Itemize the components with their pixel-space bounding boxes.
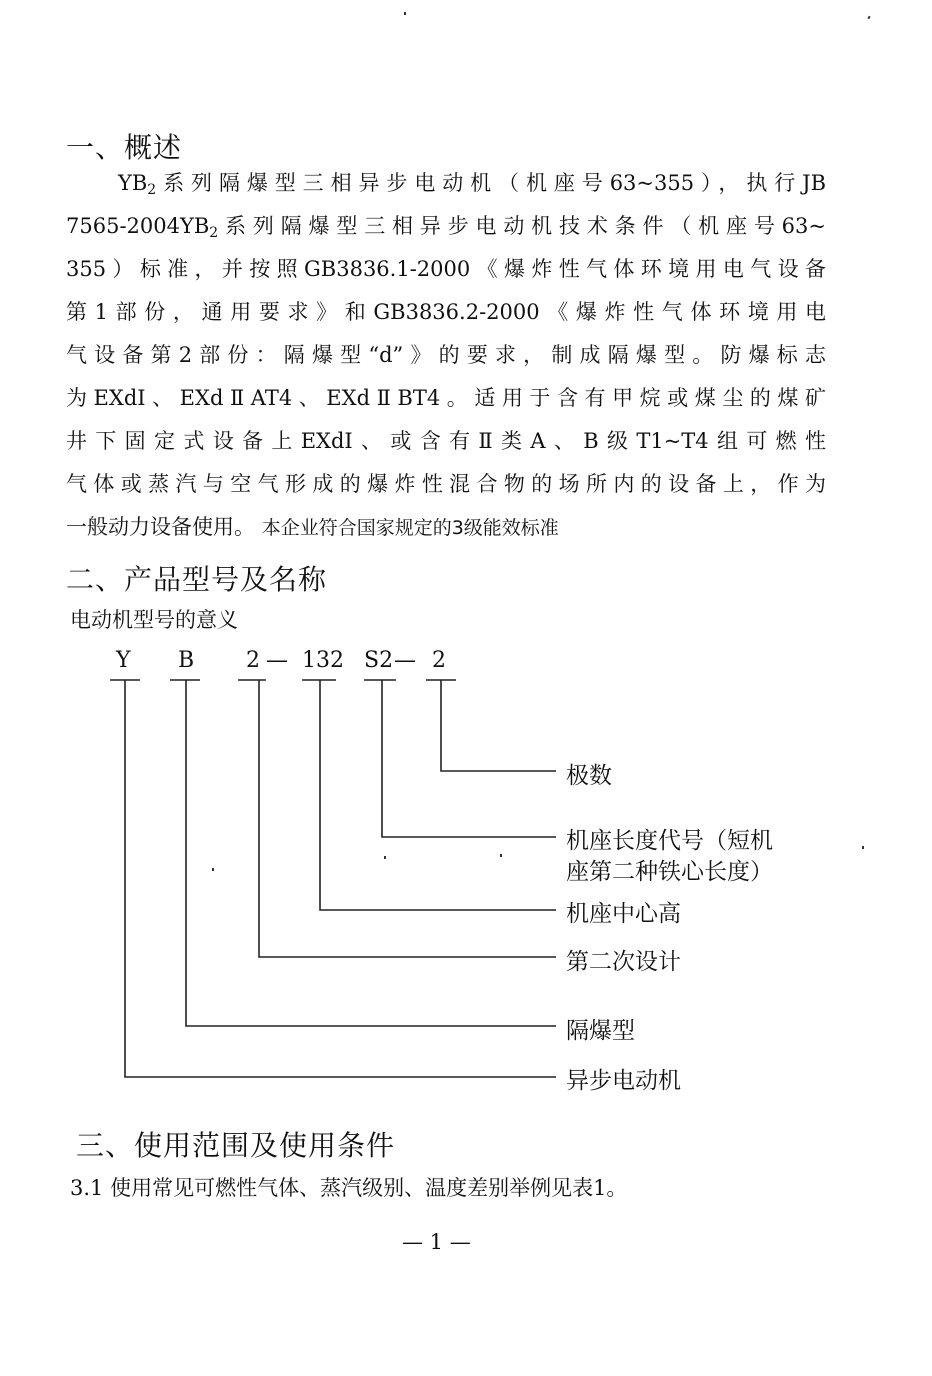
label-frame-length-1: 机座长度代号（短机 xyxy=(566,828,773,854)
line-1-part-a: YB xyxy=(118,171,148,195)
scan-speck xyxy=(212,868,214,871)
connector-frame-length xyxy=(382,680,556,837)
model-code-design: 2 xyxy=(246,648,260,673)
model-code-poles: 2 xyxy=(432,648,446,673)
scan-speck xyxy=(862,846,864,849)
connector-poles xyxy=(441,680,556,771)
scan-speck xyxy=(404,12,406,15)
scan-speck xyxy=(500,854,502,857)
page-number: — 1 — xyxy=(402,1230,471,1254)
label-async: 异步电动机 xyxy=(566,1068,681,1094)
label-poles: 极数 xyxy=(566,763,612,789)
line-1-part-b: 系列隔爆型三相异步电动机（机座号63~355），执行JB xyxy=(156,171,826,195)
model-code-y: Y xyxy=(116,648,131,673)
line-2-sub: 2 xyxy=(209,225,219,241)
body-line-6: 为EXdI、EXdⅡAT4、EXdⅡBT4。适用于含有甲烷或煤尘的煤矿 xyxy=(66,386,826,410)
section-3-1-text: 3.1 使用常见可燃性气体、蒸汽级别、温度差别举例见表1。 xyxy=(70,1176,628,1200)
line-1-sub: 2 xyxy=(147,182,157,198)
line-9-part-a: 一般动力设备使用。 xyxy=(66,515,255,539)
line-2-part-a: 7565-2004YB xyxy=(66,214,210,238)
connector-design xyxy=(259,680,556,957)
section-3-heading: 三、使用范围及使用条件 xyxy=(76,1129,396,1162)
model-code-height: 132 xyxy=(302,648,344,673)
label-flameproof: 隔爆型 xyxy=(566,1018,635,1044)
label-frame-length-2: 座第二种铁心长度） xyxy=(566,859,773,885)
body-line-3: 355）标准，并按照GB3836.1-2000《爆炸性气体环境用电气设备 xyxy=(66,257,826,281)
body-line-5: 气设备第2部份：隔爆型“d”》的要求，制成隔爆型。防爆标志 xyxy=(66,343,826,367)
connector-flameproof xyxy=(186,680,556,1026)
model-code-b: B xyxy=(178,648,195,673)
energy-standard-note: 本企业符合国家规定的3级能效标准 xyxy=(261,517,559,539)
line-2-part-b: 系列隔爆型三相异步电动机技术条件（机座号63~ xyxy=(218,214,826,238)
model-code-dash-2: — xyxy=(394,648,416,673)
section-1-heading: 一、概述 xyxy=(66,131,183,164)
model-code-frame-length: S2 xyxy=(364,648,394,673)
label-center-height: 机座中心高 xyxy=(566,901,681,927)
model-code-dash-1: — xyxy=(266,648,288,673)
connector-center-height xyxy=(320,680,556,910)
model-meaning-subheading: 电动机型号的意义 xyxy=(70,608,238,632)
scan-speck xyxy=(384,856,386,859)
body-line-8: 气体或蒸汽与空气形成的爆炸性混合物的场所内的设备上，作为 xyxy=(66,472,826,496)
section-2-heading: 二、产品型号及名称 xyxy=(66,563,328,596)
label-design: 第二次设计 xyxy=(566,949,681,975)
connector-async xyxy=(125,680,556,1077)
body-line-7: 井下固定式设备上EXdI、或含有Ⅱ类A、B级T1~T4组可燃性 xyxy=(66,429,826,453)
body-line-4: 第1部份，通用要求》和GB3836.2-2000《爆炸性气体环境用电 xyxy=(66,300,826,324)
